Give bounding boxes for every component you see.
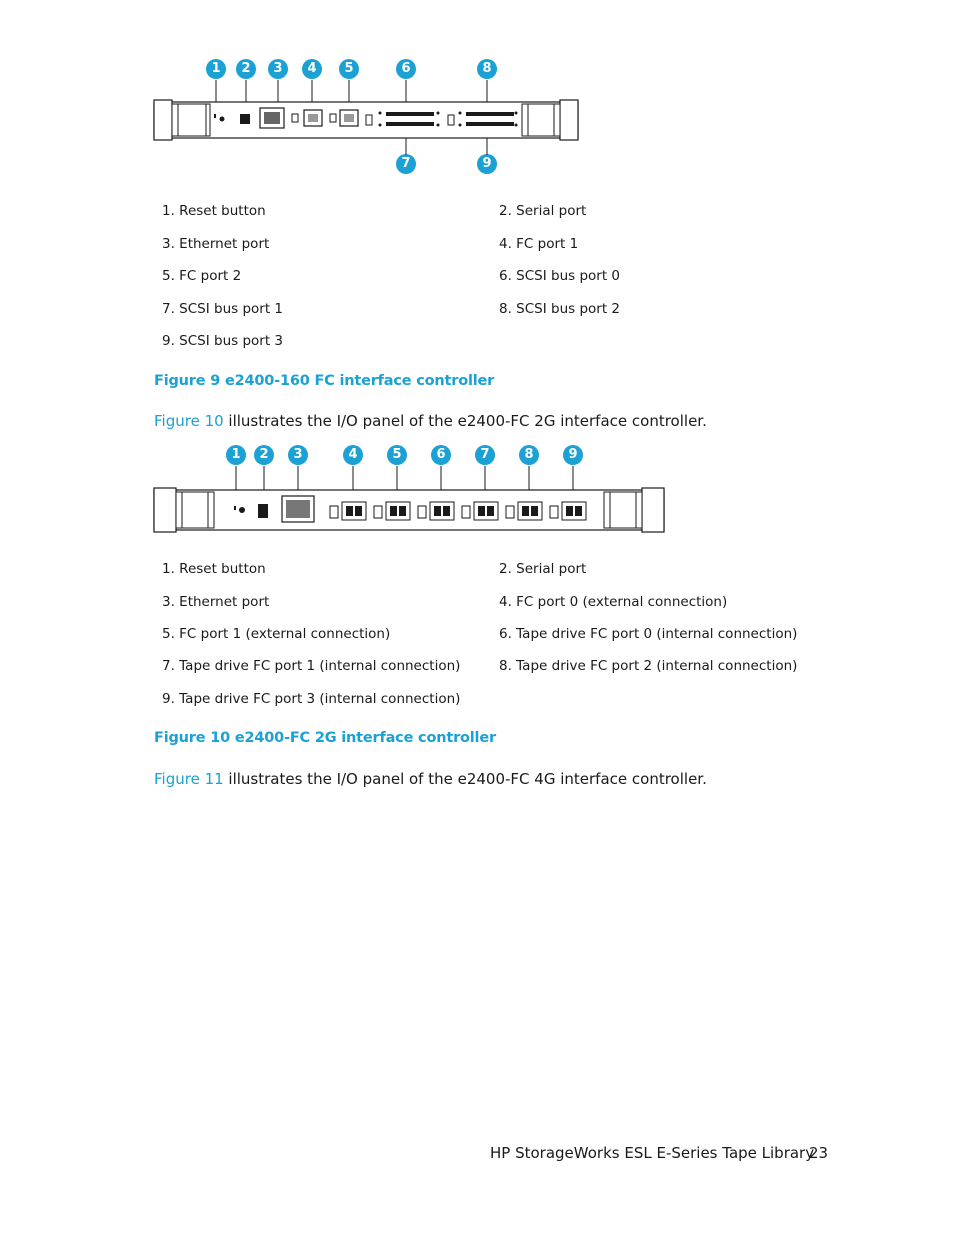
figure-10-link[interactable]: Figure 10	[154, 412, 224, 430]
callout-5: 5	[387, 445, 407, 465]
figure-9-caption: Figure 9 e2400-160 FC interface controller	[154, 373, 495, 389]
figure-10-caption: Figure 10 e2400-FC 2G interface controller	[154, 730, 496, 746]
callout-3: 3	[268, 59, 288, 79]
legend-item: 4. FC port 0 (external connection)	[499, 594, 728, 610]
callout-1: 1	[226, 445, 246, 465]
legend-item: 7. SCSI bus port 1	[162, 301, 284, 317]
footer-title: HP StorageWorks ESL E-Series Tape Library	[490, 1144, 815, 1162]
legend-item: 4. FC port 1	[499, 236, 579, 252]
legend-item: 2. Serial port	[499, 203, 587, 219]
callout-4: 4	[302, 59, 322, 79]
figure-9-illustration	[0, 0, 954, 190]
legend-item: 1. Reset button	[162, 203, 266, 219]
legend-item: 3. Ethernet port	[162, 594, 270, 610]
callout-7: 7	[396, 154, 416, 174]
paragraph-figure-10-intro	[154, 412, 707, 430]
e2400-fc-2g-panel-drawing	[150, 464, 670, 536]
figure-11-link[interactable]: Figure 11	[154, 770, 224, 788]
callout-1: 1	[206, 59, 226, 79]
legend-item: 5. FC port 1 (external connection)	[162, 626, 391, 642]
callout-2: 2	[254, 445, 274, 465]
callout-3: 3	[288, 445, 308, 465]
legend-item: 3. Ethernet port	[162, 236, 270, 252]
legend-item: 6. SCSI bus port 0	[499, 268, 621, 284]
callout-9: 9	[477, 154, 497, 174]
callout-8: 8	[519, 445, 539, 465]
legend-item: 7. Tape drive FC port 1 (internal connection)	[162, 658, 461, 674]
callout-6: 6	[431, 445, 451, 465]
legend-item: 9. SCSI bus port 3	[162, 333, 284, 349]
legend-item: 8. Tape drive FC port 2 (internal connection)	[499, 658, 798, 674]
callout-6: 6	[396, 59, 416, 79]
legend-item: 6. Tape drive FC port 0 (internal connection)	[499, 626, 798, 642]
paragraph-figure-11-intro	[154, 770, 707, 788]
callout-8: 8	[477, 59, 497, 79]
legend-item: 9. Tape drive FC port 3 (internal connection)	[162, 691, 461, 707]
callout-2: 2	[236, 59, 256, 79]
figure-10-illustration	[0, 440, 954, 540]
legend-item: 5. FC port 2	[162, 268, 242, 284]
callout-5: 5	[339, 59, 359, 79]
callout-7: 7	[475, 445, 495, 465]
e2400-160-panel-drawing	[150, 78, 586, 158]
legend-item: 2. Serial port	[499, 561, 587, 577]
paragraph-text: illustrates the I/O panel of the e2400-FC 2G interface controller.	[223, 412, 707, 430]
paragraph-text: illustrates the I/O panel of the e2400-FC 4G interface controller.	[223, 770, 707, 788]
legend-item: 1. Reset button	[162, 561, 266, 577]
callout-9: 9	[563, 445, 583, 465]
legend-item: 8. SCSI bus port 2	[499, 301, 621, 317]
page-number: 23	[809, 1144, 829, 1162]
callout-4: 4	[343, 445, 363, 465]
